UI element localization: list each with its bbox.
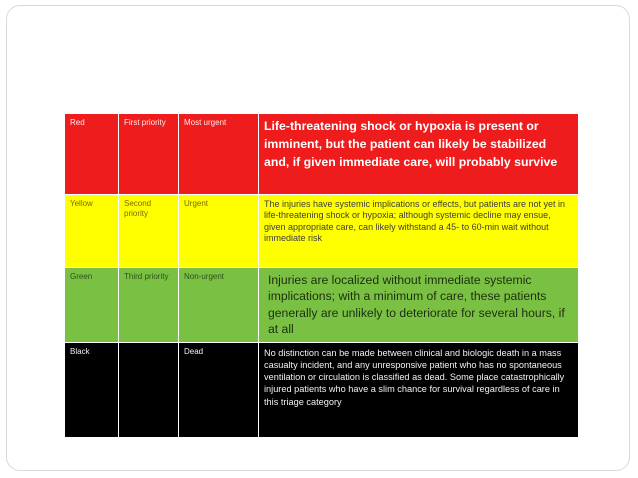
priority-cell: Third priority xyxy=(119,268,179,343)
category-cell: Black xyxy=(65,343,119,438)
category-cell: Yellow xyxy=(65,195,119,268)
triage-row-red xyxy=(65,114,579,195)
triage-row-green xyxy=(65,268,579,343)
priority-cell xyxy=(119,343,179,438)
urgency-cell: Dead xyxy=(179,343,259,438)
triage-row-black xyxy=(65,343,579,438)
urgency-cell: Non-urgent xyxy=(179,268,259,343)
description-cell: Life-threatening shock or hypoxia is present or imminent, but the patient can likely be stabilized and, if given immediate care, will probably survive xyxy=(259,114,579,195)
category-cell: Green xyxy=(65,268,119,343)
category-cell: Red xyxy=(65,114,119,195)
priority-cell: Second priority xyxy=(119,195,179,268)
description-cell: Injuries are localized without immediate systemic implications; with a minimum of care, these patients generally are unlikely to deteriorate for several hours, if at all xyxy=(259,268,579,343)
description-cell: The injuries have systemic implications or effects, but patients are not yet in life-threatening shock or hypoxia; although systemic decline may ensue, given appropriate care, can likely withstand a 45- to 60-min wait without immediate risk xyxy=(259,195,579,268)
triage-row-yellow xyxy=(65,195,579,268)
triage-table xyxy=(64,113,579,438)
urgency-cell: Urgent xyxy=(179,195,259,268)
priority-cell: First priority xyxy=(119,114,179,195)
urgency-cell: Most urgent xyxy=(179,114,259,195)
description-cell: No distinction can be made between clinical and biologic death in a mass casualty incident, and any unresponsive patient who has no spontaneous ventilation or circulation is classified as dead. Some place catastrophically injured patients who have a slim chance for survival regardless of care in this triage category xyxy=(259,343,579,438)
